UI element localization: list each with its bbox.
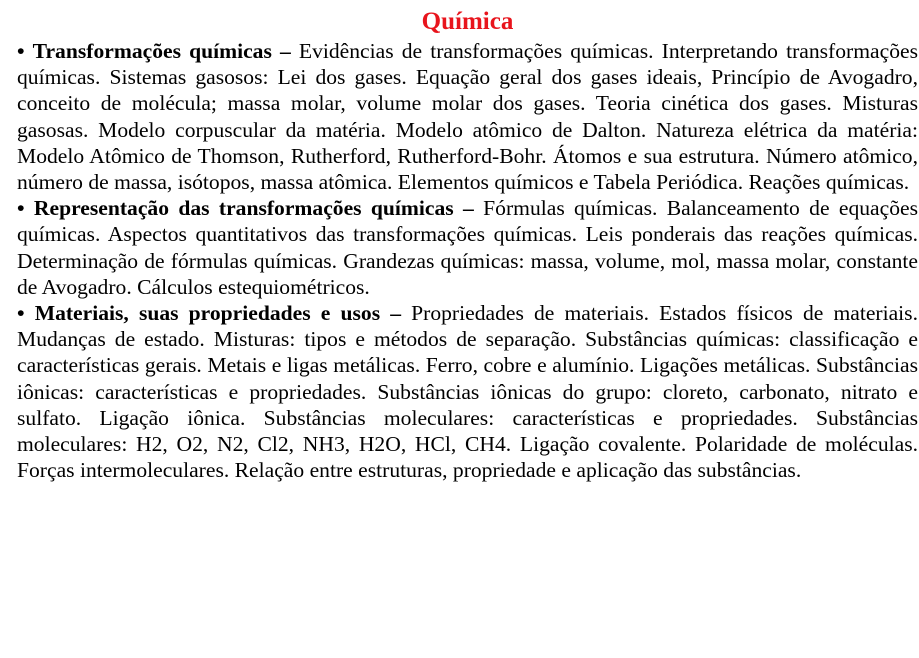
topic-heading: Representação das transformações químicas –: [33, 196, 474, 221]
topic-representacao-transformacoes: [17, 195, 918, 300]
topic-transformacoes-quimicas: [17, 38, 918, 195]
bullet-marker: •: [17, 196, 25, 221]
document-title: Química: [421, 8, 514, 35]
topic-body: Evidências de transformações químicas. Interpretando transformações químicas. Sistemas gasosos: Lei dos gases. Equação geral dos gases ideais, Princípio de Avogadro, conceito de molécula; massa molar, volume molar dos gases. Teoria cinética dos gases. Misturas gasosas. Modelo corpuscular da matéria. Modelo atômico de Dalton. Natureza elétrica da matéria: Modelo Atômico de Thomson, Rutherford, Rutherford-Bohr. Átomos e sua estrutura. Número atômico, número de massa, isótopos, massa atômica. Elementos químicos e Tabela Periódica. Reações químicas.: [17, 39, 918, 195]
topic-heading: Materiais, suas propriedades e usos –: [34, 301, 402, 326]
bullet-marker: •: [17, 39, 25, 63]
topic-body: Fórmulas químicas. Balanceamento de equações químicas. Aspectos quantitativos das transformações químicas. Leis ponderais das reações químicas. Determinação de fórmulas químicas. Grandezas químicas: massa, volume, mol, massa molar, constante de Avogadro. Cálculos estequiométricos.: [17, 196, 918, 299]
topic-materiais-propriedades: [17, 300, 918, 483]
topic-body: Propriedades de materiais. Estados físicos de materiais. Mudanças de estado. Misturas: tipos e métodos de separação. Substâncias químicas: classificação e características gerais. Metais e ligas metálicas. Ferro, cobre e alumínio. Ligações metálicas. Substâncias iônicas: características e propriedades. Substâncias iônicas do grupo: cloreto, carbonato, nitrato e sulfato. Ligação iônica. Substâncias moleculares: características e propriedades. Substâncias moleculares: H2, O2, N2, Cl2, NH3, H2O, HCl, CH4. Ligação covalente. Polaridade de moléculas. Forças intermoleculares. Relação entre estruturas, propriedade e aplicação das substâncias.: [17, 301, 918, 483]
document-page: [0, 8, 919, 658]
topic-heading: Transformações químicas –: [32, 39, 291, 63]
bullet-marker: •: [17, 301, 25, 326]
